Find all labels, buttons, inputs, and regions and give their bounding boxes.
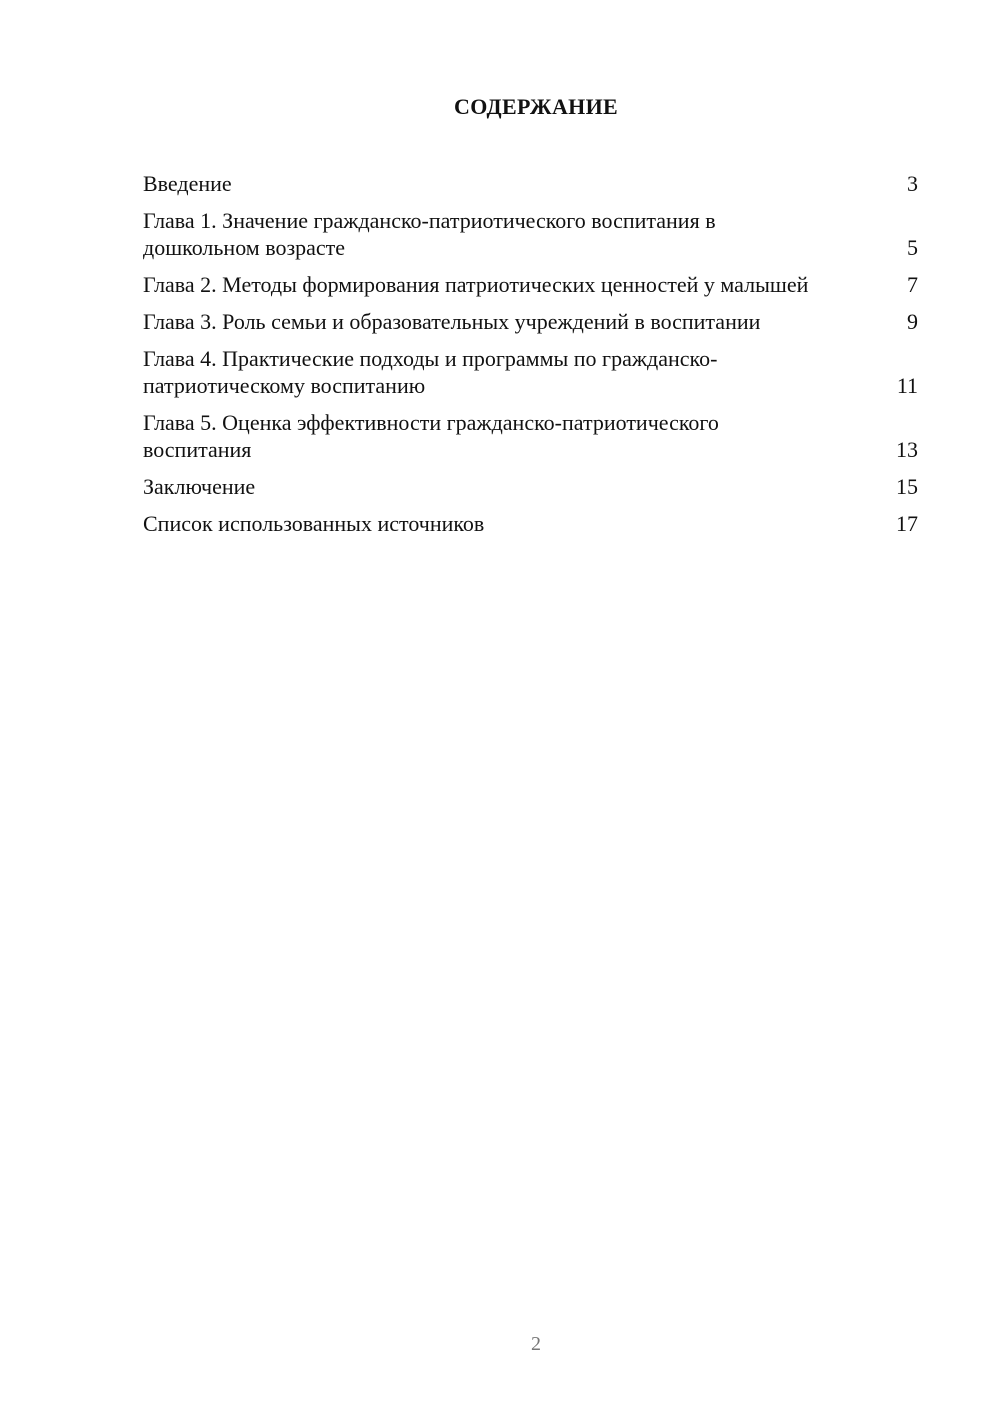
toc-item-chapter-3 — [143, 308, 918, 335]
toc-item-label: Введение — [143, 171, 232, 196]
toc-item-page: 7 — [907, 272, 918, 297]
toc-item-page: 15 — [896, 474, 918, 499]
toc-item-chapter-4 — [143, 345, 918, 399]
toc-item-introduction — [143, 170, 918, 197]
toc-item-chapter-5 — [143, 409, 918, 463]
toc-item-label: Глава 3. Роль семьи и образовательных учреждений в воспитании — [143, 309, 761, 334]
toc-item-page: 3 — [907, 171, 918, 196]
toc-item-label: Глава 4. Практические подходы и программы по гражданско-патриотическому воспитанию — [143, 346, 718, 398]
toc-item-page: 5 — [907, 235, 918, 260]
toc-item-references — [143, 510, 918, 537]
toc-item-page: 13 — [896, 437, 918, 462]
toc-item-label: Глава 5. Оценка эффективности гражданско-патриотического воспитания — [143, 410, 719, 462]
toc-item-page: 9 — [907, 309, 918, 334]
toc-title: СОДЕРЖАНИЕ — [454, 94, 618, 119]
toc-item-label: Глава 2. Методы формирования патриотических ценностей у малышей — [143, 272, 809, 297]
toc-item-chapter-1 — [143, 207, 918, 261]
table-of-contents — [143, 170, 918, 547]
toc-item-label: Глава 1. Значение гражданско-патриотического воспитания в дошкольном возрасте — [143, 208, 716, 260]
toc-item-conclusion — [143, 473, 918, 500]
toc-item-chapter-2 — [143, 271, 918, 298]
page-number: 2 — [531, 1333, 541, 1355]
toc-item-page: 11 — [896, 373, 918, 398]
toc-item-label: Список использованных источников — [143, 511, 485, 536]
toc-item-label: Заключение — [143, 474, 256, 499]
toc-item-page: 17 — [896, 511, 918, 536]
